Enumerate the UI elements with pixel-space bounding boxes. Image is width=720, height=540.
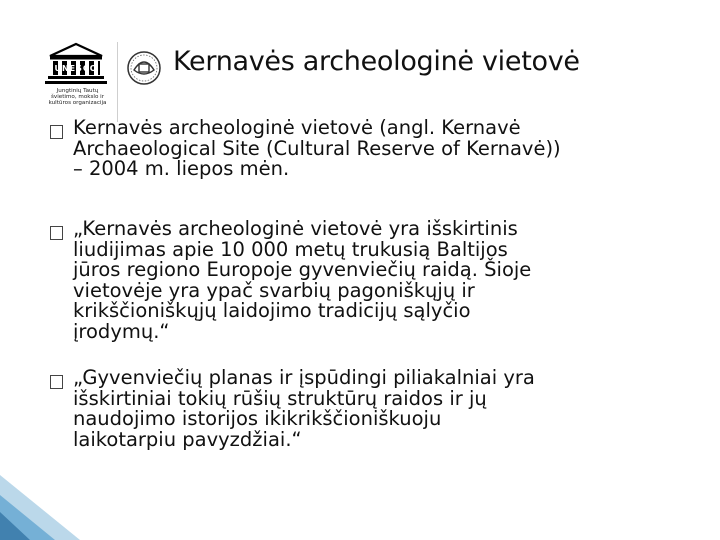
text-line: vietovėje yra ypač svarbių pagoniškųjų ir — [73, 278, 475, 302]
bullet-icon — [50, 226, 63, 240]
text-line: laikotarpiu pavyzdžiai.“ — [73, 427, 302, 451]
text-line: naudojimo istorijos ikikrikščioniškuoju — [73, 407, 442, 430]
unesco-caption-line: Jungtinių Tautų — [56, 88, 99, 94]
unesco-caption — [40, 88, 115, 107]
logo-divider — [117, 42, 118, 122]
text-line: įrodymų.“ — [73, 319, 170, 343]
svg-text:UNESCO: UNESCO — [54, 64, 98, 73]
text-line: Kernavės archeologinė vietovė (angl. Kernavė — [73, 116, 521, 139]
corner-decoration — [0, 450, 120, 540]
text-line: „Gyvenviečių planas ir įspūdingi piliakalniai yra — [73, 366, 535, 389]
text-line: krikščioniškųjų laidojimo tradicijų sąlyčio — [73, 299, 471, 322]
bullet-icon — [50, 375, 63, 389]
text-line: „Kernavės archeologinė vietovė yra išskirtinis — [73, 217, 518, 240]
text-line: – 2004 m. liepos mėn. — [73, 157, 290, 180]
unesco-caption-line: kultūros organizacija — [48, 100, 107, 107]
world-heritage-emblem-icon — [126, 50, 162, 86]
slide-title: Kernavės archeologinė vietovė — [173, 46, 580, 77]
text-line: Archaeological Site (Cultural Reserve of Kernavė)) — [73, 136, 561, 160]
bullet-text-1 — [73, 118, 713, 180]
text-line: liudijimas apie 10 000 metų trukusią Baltijos — [73, 237, 508, 261]
bullet-text-3 — [73, 368, 713, 450]
unesco-caption-line: švietimo, mokslo ir — [50, 94, 105, 101]
text-line: jūros regiono Europoje gyvenviečių raidą. Šioje — [73, 258, 532, 281]
bullet-icon — [50, 125, 63, 139]
bullet-text-2 — [73, 219, 713, 342]
text-line: išskirtiniai tokių rūšių struktūrų raidos ir jų — [73, 386, 487, 410]
